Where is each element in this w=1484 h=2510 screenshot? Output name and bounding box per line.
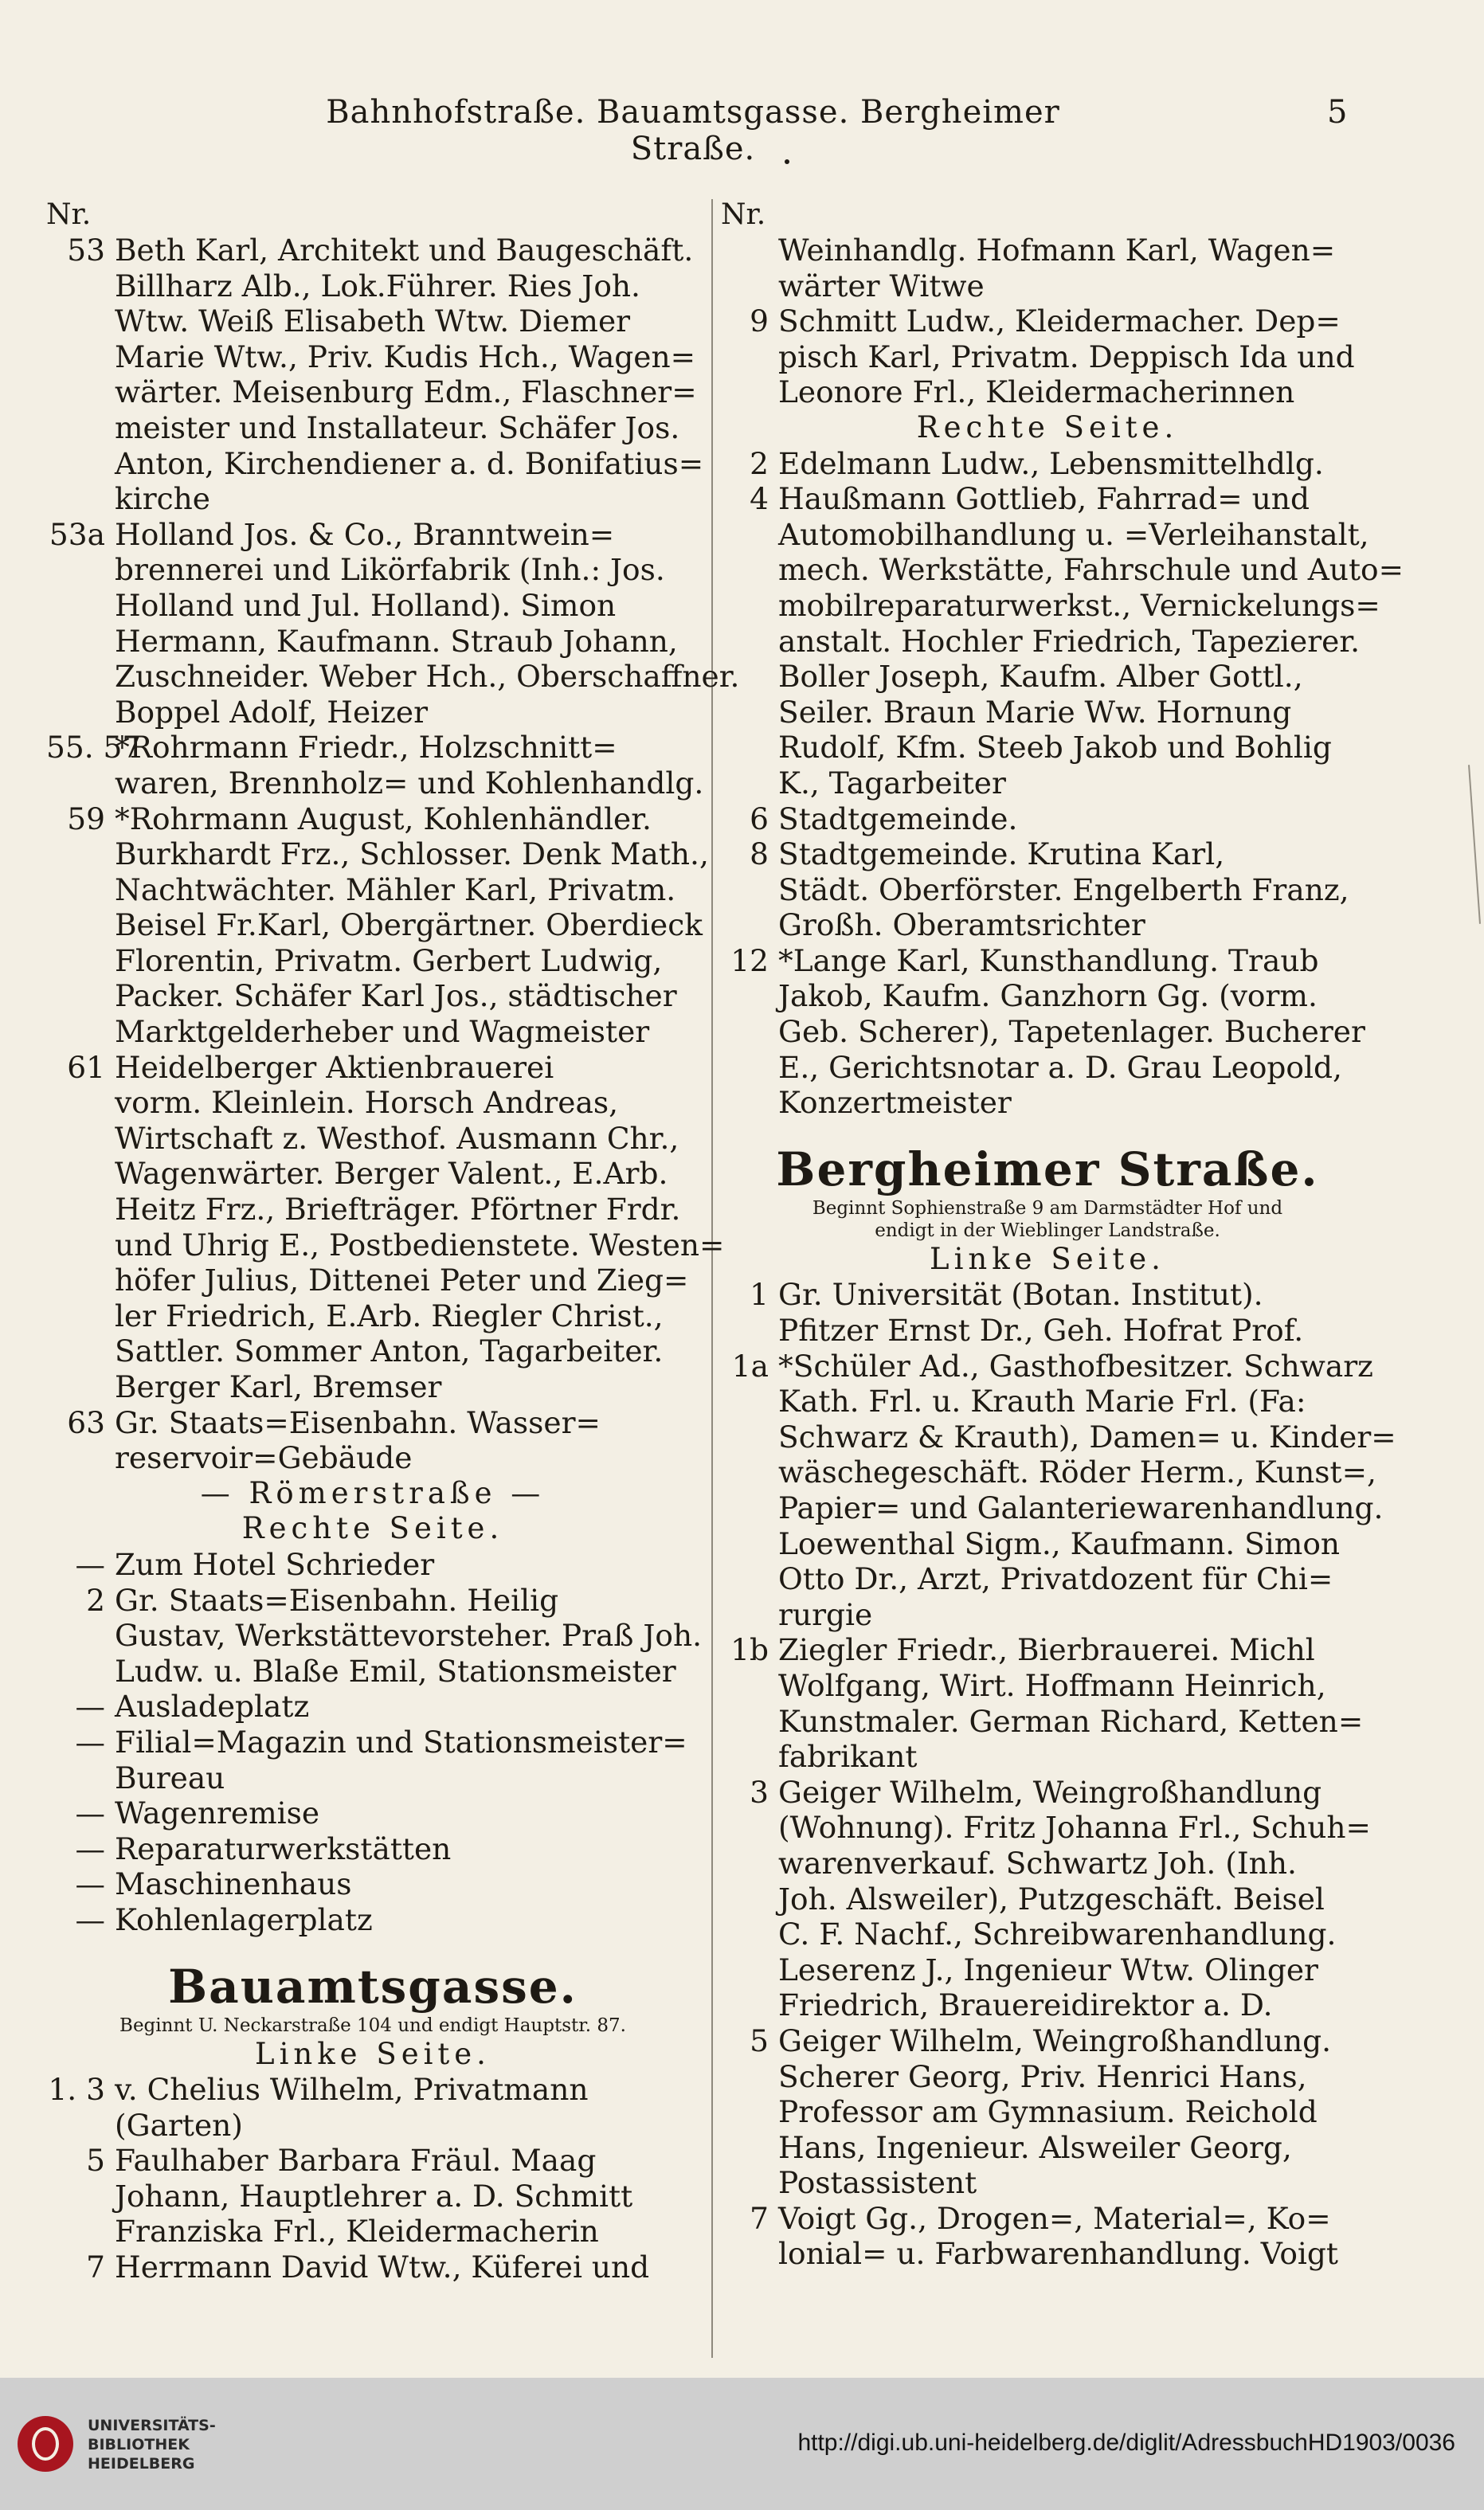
house-number: — — [75, 1901, 105, 1937]
entry-line: Pfitzer Ernst Dr., Geh. Hofrat Prof. — [778, 1313, 1304, 1349]
entry-line: Ausladeplatz — [115, 1689, 310, 1725]
entry-line: Kath. Frl. u. Krauth Marie Frl. (Fa: — [778, 1384, 1306, 1419]
entry-text — [778, 233, 1374, 303]
entry-line: Postassistent — [778, 2165, 977, 2201]
address-entry — [721, 1348, 1396, 1633]
entry-line: Jakob, Kaufm. Ganzhorn Gg. (vorm. — [778, 978, 1318, 1014]
house-number: 5 — [750, 2022, 769, 2058]
house-number: 59 — [67, 801, 105, 836]
address-entry — [721, 481, 1404, 801]
number-column-header: Nr. — [46, 198, 92, 231]
entry-line: Scherer Georg, Priv. Henrici Hans, — [778, 2058, 1307, 2094]
entry-text — [778, 943, 1374, 1121]
address-entry — [46, 1795, 699, 1831]
address-entry — [46, 516, 740, 730]
entry-text — [115, 233, 703, 517]
entry-text — [115, 517, 739, 730]
entry-line: Maschinenhaus — [115, 1866, 352, 1902]
address-entry — [46, 730, 704, 801]
house-number: 4 — [750, 481, 769, 517]
side-subheading: Rechte Seite. — [241, 1511, 504, 1546]
address-entry — [721, 233, 1374, 303]
entry-line: C. F. Nachf., Schreibwarenhandlung. — [778, 1917, 1337, 1952]
source-url-link[interactable]: http://digi.ub.uni-heidelberg.de/diglit/AdressbuchHD1903/0036 — [797, 2430, 1455, 2456]
entry-text — [115, 1689, 699, 1725]
entry-line: Beth Karl, Architekt und Baugeschäft. — [115, 233, 694, 268]
entry-text — [778, 446, 1374, 482]
entry-line: anstalt. Hochler Friedrich, Tapezierer. — [778, 623, 1361, 659]
entry-line: Edelmann Ludw., Lebensmittelhdlg. — [778, 445, 1324, 481]
house-number: — — [75, 1689, 105, 1725]
address-entry — [46, 1831, 699, 1867]
address-entry — [46, 2250, 699, 2285]
entry-line: Loewenthal Sigm., Kaufmann. Simon — [778, 1525, 1341, 1561]
entry-line: K., Tagarbeiter — [778, 765, 1006, 801]
entry-line: Filial=Magazin und Stationsmeister= — [115, 1724, 687, 1760]
entry-line: rurgie — [778, 1596, 873, 1632]
address-entry — [46, 1902, 699, 1938]
entry-line: Wagenremise — [115, 1795, 320, 1831]
entry-text — [778, 1349, 1396, 1633]
entry-line: Wirtschaft z. Westhof. Ausmann Chr., — [115, 1120, 679, 1156]
page-header: Bahnhofstraße. Bauamtsgasse. Bergheimer Straße. — [326, 94, 1060, 167]
entry-line: Hermann, Kaufmann. Straub Johann, — [115, 623, 678, 659]
entry-line: Burkhardt Frz., Schlosser. Denk Math., — [115, 836, 709, 872]
entry-line: *Rohrmann August, Kohlenhändler. — [115, 801, 652, 836]
entry-line: Hans, Ingenieur. Alsweiler Georg, — [778, 2129, 1292, 2165]
entry-line: Boller Joseph, Kaufm. Alber Gottl., — [778, 659, 1303, 695]
entry-line: Heidelberger Aktienbrauerei — [115, 1049, 554, 1085]
entry-line: Holland und Jul. Holland). Simon — [115, 587, 617, 623]
address-entry — [46, 1582, 703, 1690]
entry-line: wäschegeschäft. Röder Herm., Kunst=, — [778, 1455, 1376, 1490]
entry-line: Schmitt Ludw., Kleidermacher. Dep= — [778, 303, 1341, 339]
entry-line: reservoir=Gebäude — [115, 1440, 413, 1476]
entry-line: v. Chelius Wilhelm, Privatmann — [115, 2072, 589, 2108]
address-entry — [721, 1632, 1374, 1774]
entry-text — [115, 1050, 724, 1405]
entry-line: kirche — [115, 481, 210, 517]
house-number: 55. 57 — [46, 730, 142, 766]
entry-line: Großh. Oberamtsrichter — [778, 907, 1145, 943]
street-description: Beginnt U. Neckarstraße 104 und endigt Hauptstr. 87. — [119, 2015, 626, 2036]
entry-line: Zum Hotel Schrieder — [115, 1546, 435, 1582]
house-number: 1b — [730, 1632, 769, 1668]
entry-line: Florentin, Privatm. Gerbert Ludwig, — [115, 942, 663, 978]
entry-line: Professor am Gymnasium. Reichold — [778, 2094, 1318, 2130]
house-number: 9 — [750, 303, 769, 339]
entry-line: Geiger Wilhelm, Weingroßhandlung — [778, 1774, 1322, 1810]
entry-text — [778, 801, 1374, 837]
entry-line: brennerei und Likörfabrik (Inh.: Jos. — [115, 552, 665, 588]
address-entry — [721, 446, 1374, 482]
house-number: — — [75, 1866, 105, 1902]
street-description: Beginnt Sophienstraße 9 am Darmstädter Hof und — [812, 1197, 1283, 1219]
library-logo-icon — [18, 2416, 73, 2472]
side-subheading: Rechte Seite. — [916, 409, 1179, 444]
street-section-title: Bergheimer Straße. — [776, 1141, 1319, 1196]
entry-text — [115, 2143, 699, 2250]
entry-line: Ludw. u. Blaße Emil, Stationsmeister — [115, 1653, 676, 1689]
footer-bar — [0, 2378, 1484, 2510]
entry-text — [115, 2072, 699, 2143]
house-number: 12 — [730, 942, 769, 978]
house-number: 6 — [750, 801, 769, 836]
entry-line: (Garten) — [115, 2107, 243, 2143]
entry-line: Joh. Alsweiler), Putzgeschäft. Beisel — [778, 1881, 1325, 1917]
side-subheading: Linke Seite. — [930, 1241, 1165, 1276]
entry-line: Weinhandlg. Hofmann Karl, Wagen= — [778, 233, 1336, 268]
entry-text — [115, 1725, 699, 1795]
logo-line: HEIDELBERG — [88, 2455, 195, 2473]
address-entry — [721, 2201, 1374, 2272]
house-number: 2 — [750, 445, 769, 481]
entry-line: Beisel Fr.Karl, Obergärtner. Oberdieck — [115, 907, 703, 943]
entry-line: Haußmann Gottlieb, Fahrrad= und — [778, 481, 1310, 517]
entry-text — [115, 1405, 699, 1476]
entry-line: *Schüler Ad., Gasthofbesitzer. Schwarz — [778, 1348, 1373, 1384]
address-entry — [721, 1277, 1374, 1348]
entry-text — [115, 2250, 699, 2285]
address-entry — [721, 2023, 1374, 2201]
entry-text — [115, 1795, 699, 1831]
entry-line: Billharz Alb., Lok.Führer. Ries Joh. — [115, 268, 640, 303]
entry-line: meister und Installateur. Schäfer Jos. — [115, 409, 680, 445]
street-description: endigt in der Wieblinger Landstraße. — [875, 1220, 1220, 1241]
entry-line: Leonore Frl., Kleidermacherinnen — [778, 374, 1295, 410]
entry-line: Konzertmeister — [778, 1085, 1012, 1121]
entry-line: Ziegler Friedr., Bierbrauerei. Michl — [778, 1632, 1315, 1668]
entry-line: Stadtgemeinde. Krutina Karl, — [778, 836, 1225, 872]
address-entry — [46, 2143, 699, 2250]
margin-mark — [1468, 765, 1481, 924]
side-subheading: — Römerstraße — — [200, 1475, 546, 1510]
entry-line: Sattler. Sommer Anton, Tagarbeiter. — [115, 1333, 664, 1369]
page-number: 5 — [1327, 94, 1348, 131]
entry-line: Seiler. Braun Marie Ww. Hornung — [778, 694, 1292, 730]
entry-line: Geiger Wilhelm, Weingroßhandlung. — [778, 2022, 1332, 2058]
house-number: 53a — [49, 516, 105, 552]
entry-line: Marie Wtw., Priv. Kudis Hch., Wagen= — [115, 339, 696, 374]
entry-line: Friedrich, Brauereidirektor a. D. — [778, 1987, 1273, 2023]
address-entry — [46, 1405, 699, 1476]
entry-line: Heitz Frz., Briefträger. Pförtner Frdr. — [115, 1192, 681, 1228]
entry-line: Voigt Gg., Drogen=, Material=, Ko= — [778, 2200, 1331, 2236]
house-number: 7 — [750, 2200, 769, 2236]
entry-line: Rudolf, Kfm. Steeb Jakob und Bohlig — [778, 730, 1332, 766]
entry-line: E., Gerichtsnotar a. D. Grau Leopold, — [778, 1049, 1342, 1085]
house-number: 7 — [86, 2250, 105, 2285]
entry-line: Anton, Kirchendiener a. d. Bonifatius= — [115, 445, 704, 481]
entry-line: Gustav, Werkstättevorsteher. Praß Joh. — [115, 1618, 703, 1654]
entry-text — [778, 2023, 1374, 2201]
number-column-header: Nr. — [721, 198, 766, 231]
entry-line: mech. Werkstätte, Fahrschule und Auto= — [778, 552, 1404, 588]
side-subheading: Linke Seite. — [255, 2036, 491, 2071]
entry-line: *Lange Karl, Kunsthandlung. Traub — [778, 942, 1319, 978]
entry-text — [115, 1583, 702, 1690]
logo-line: BIBLIOTHEK — [88, 2436, 190, 2453]
entry-line: wärter. Meisenburg Edm., Flaschner= — [115, 374, 697, 410]
entry-line: Boppel Adolf, Heizer — [115, 694, 429, 730]
entry-line: Städt. Oberförster. Engelberth Franz, — [778, 871, 1349, 907]
entry-line: Geb. Scherer), Tapetenlager. Bucherer — [778, 1014, 1365, 1050]
entry-line: Holland Jos. & Co., Branntwein= — [115, 516, 615, 552]
entry-line: Herrmann David Wtw., Küferei und — [115, 2250, 650, 2285]
entry-line: Zuschneider. Weber Hch., Oberschaffner. — [115, 659, 740, 695]
address-entry — [721, 1775, 1374, 2023]
entry-line: und Uhrig E., Postbedienstete. Westen= — [115, 1227, 725, 1263]
entry-line: waren, Brennholz= und Kohlenhandlg. — [115, 765, 704, 801]
house-number: 63 — [67, 1404, 105, 1440]
entry-line: vorm. Kleinlein. Horsch Andreas, — [115, 1085, 619, 1121]
entry-line: Bureau — [115, 1760, 225, 1795]
entry-text — [778, 2201, 1374, 2272]
entry-line: lonial= u. Farbwarenhandlung. Voigt — [778, 2236, 1338, 2272]
entry-line: Gr. Universität (Botan. Institut). — [778, 1277, 1263, 1313]
house-number: 8 — [750, 836, 769, 872]
entry-line: warenverkauf. Schwartz Joh. (Inh. — [778, 1845, 1297, 1881]
entry-line: Gr. Staats=Eisenbahn. Heilig — [115, 1582, 559, 1618]
logo-line: UNIVERSITÄTS- — [88, 2417, 216, 2434]
address-entry — [721, 801, 1374, 837]
house-number: — — [75, 1724, 105, 1760]
entry-line: Packer. Schäfer Karl Jos., städtischer — [115, 978, 677, 1014]
entry-text — [115, 730, 703, 801]
entry-line: mobilreparaturwerkst., Vernickelungs= — [778, 587, 1380, 623]
entry-line: Kunstmaler. German Richard, Ketten= — [778, 1703, 1364, 1739]
house-number: 1. 3 — [48, 2072, 105, 2108]
entry-text — [115, 801, 709, 1050]
address-entry — [46, 801, 709, 1050]
street-section-title: Bauamtsgasse. — [168, 1959, 578, 2014]
entry-text — [778, 303, 1374, 410]
entry-text — [778, 1277, 1374, 1348]
entry-text — [778, 1775, 1374, 2023]
entry-line: Wtw. Weiß Elisabeth Wtw. Diemer — [115, 303, 631, 339]
house-number: — — [75, 1831, 105, 1866]
entry-line: Berger Karl, Bremser — [115, 1369, 442, 1404]
house-number: 61 — [67, 1049, 105, 1085]
entry-line: Stadtgemeinde. — [778, 801, 1018, 836]
entry-line: fabrikant — [778, 1739, 918, 1775]
entry-line: Nachtwächter. Mähler Karl, Privatm. — [115, 871, 676, 907]
entry-line: Marktgelderheber und Wagmeister — [115, 1014, 650, 1050]
entry-line: Leserenz J., Ingenieur Wtw. Olinger — [778, 1952, 1318, 1987]
entry-text — [115, 1831, 699, 1867]
address-entry — [46, 233, 704, 517]
house-number: 1 — [750, 1277, 769, 1313]
entry-line: Gr. Staats=Eisenbahn. Wasser= — [115, 1404, 601, 1440]
address-entry — [46, 2072, 699, 2143]
entry-line: ler Friedrich, E.Arb. Riegler Christ., — [115, 1298, 664, 1333]
entry-line: (Wohnung). Fritz Johanna Frl., Schuh= — [778, 1810, 1371, 1846]
house-number: 5 — [86, 2143, 105, 2179]
entry-line: Papier= und Galanteriewarenhandlung. — [778, 1490, 1384, 1525]
address-entry — [721, 303, 1374, 410]
entry-line: Johann, Hauptlehrer a. D. Schmitt — [115, 2178, 633, 2214]
entry-line: Otto Dr., Arzt, Privatdozent für Chi= — [778, 1561, 1333, 1597]
entry-line: höfer Julius, Dittenei Peter und Zieg= — [115, 1263, 689, 1298]
entry-line: Wolfgang, Wirt. Hoffmann Heinrich, — [778, 1667, 1326, 1703]
entry-line: Kohlenlagerplatz — [115, 1901, 373, 1937]
entry-text — [778, 1632, 1374, 1774]
house-number: — — [75, 1546, 105, 1582]
entry-line: pisch Karl, Privatm. Deppisch Ida und — [778, 339, 1355, 374]
address-entry — [46, 1689, 699, 1725]
address-entry — [46, 1725, 699, 1795]
entry-line: Reparaturwerkstätten — [115, 1831, 452, 1866]
entry-line: Franziska Frl., Kleidermacherin — [115, 2214, 599, 2250]
entry-text — [115, 1866, 699, 1902]
house-number: — — [75, 1795, 105, 1831]
right-column — [721, 198, 1404, 2272]
entry-text — [115, 1547, 699, 1583]
left-column — [46, 198, 740, 2285]
address-entry — [46, 1049, 725, 1405]
entry-line: wärter Witwe — [778, 268, 985, 303]
ink-dot — [785, 159, 789, 164]
entry-text — [115, 1902, 699, 1938]
address-entry — [721, 836, 1374, 943]
entry-line: Automobilhandlung u. =Verleihanstalt, — [778, 516, 1369, 552]
entry-text — [778, 481, 1404, 801]
address-entry — [46, 1547, 699, 1583]
entry-line: *Rohrmann Friedr., Holzschnitt= — [115, 730, 617, 766]
entry-line: Faulhaber Barbara Fräul. Maag — [115, 2143, 597, 2179]
address-entry — [46, 1866, 699, 1902]
house-number: 2 — [86, 1582, 105, 1618]
entry-text — [778, 836, 1374, 943]
library-logo-text — [88, 2416, 216, 2473]
house-number — [721, 233, 778, 303]
house-number: 1a — [731, 1348, 769, 1384]
house-number: 53 — [67, 233, 105, 268]
house-number: 3 — [750, 1774, 769, 1810]
entry-line: Schwarz & Krauth), Damen= u. Kinder= — [778, 1419, 1396, 1455]
entry-line: Wagenwärter. Berger Valent., E.Arb. — [115, 1156, 668, 1192]
address-entry — [721, 943, 1374, 1121]
